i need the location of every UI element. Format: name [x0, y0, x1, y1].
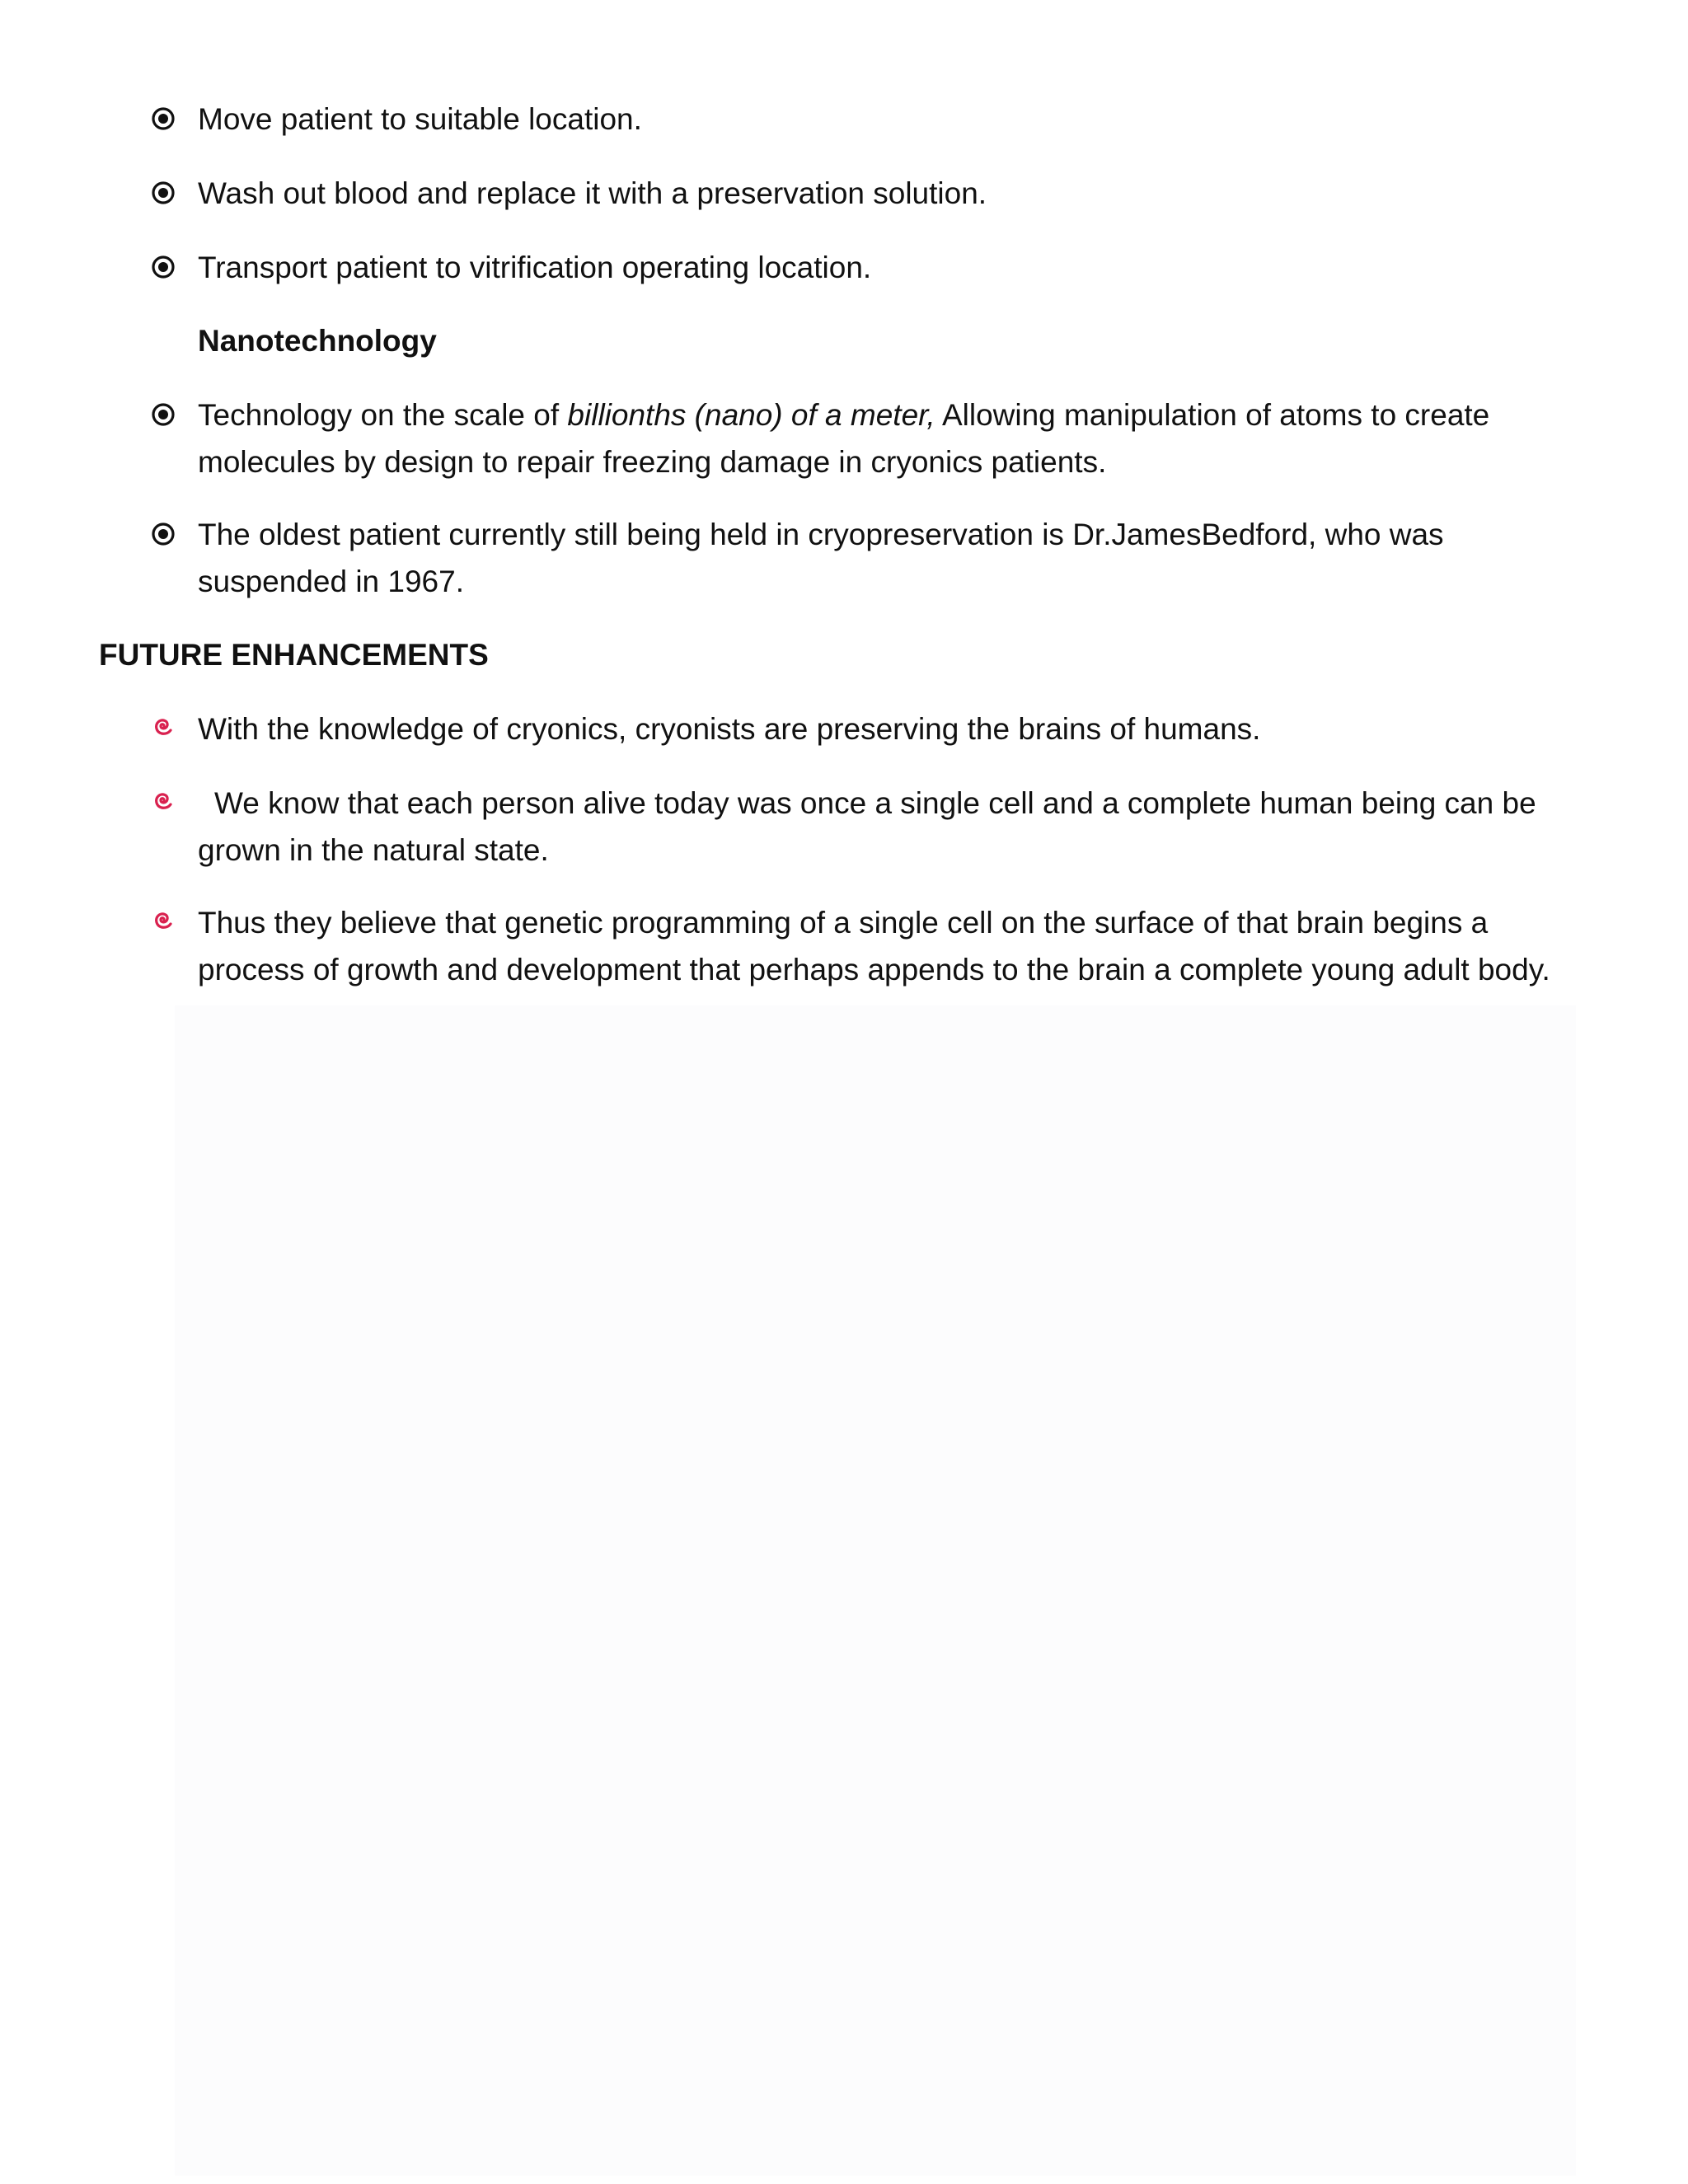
list-item: We know that each person alive today was once a single cell and a complete human being can be grown in the natural state.: [198, 786, 1536, 867]
page-shade: [175, 1005, 1576, 2176]
item-text: Technology on the scale of: [198, 398, 568, 432]
list-item: The oldest patient currently still being held in cryopreservation is Dr.JamesBedford, who was suspended in 1967.: [198, 518, 1444, 598]
swirl-icon: [150, 907, 176, 933]
section-heading-nanotechnology: Nanotechnology: [198, 324, 437, 358]
item-italic-text: billionths (nano) of a meter,: [567, 398, 935, 432]
circle-dot-icon: [150, 180, 176, 206]
list-item: Wash out blood and replace it with a preservation solution.: [198, 176, 987, 210]
list-item: With the knowledge of cryonics, cryonists are preserving the brains of humans.: [198, 712, 1261, 746]
circle-dot-icon: [150, 254, 176, 280]
swirl-icon: [150, 787, 176, 813]
circle-dot-icon: [150, 401, 176, 428]
circle-dot-icon: [150, 105, 176, 132]
swirl-icon: [150, 713, 176, 739]
list-item: Move patient to suitable location.: [198, 102, 642, 136]
list-item: [198, 391, 1599, 485]
list-item: Transport patient to vitrification operating location.: [198, 251, 872, 284]
circle-dot-icon: [150, 521, 176, 547]
list-item: Thus they believe that genetic programming of a single cell on the surface of that brain begins a process of growth and development that perhaps appends to the brain a complete young adult body.: [198, 906, 1550, 987]
section-heading-future-enhancements: FUTURE ENHANCEMENTS: [99, 638, 489, 672]
item-text: Allowing manipulation of atoms to create molecules by design to repair freezing damage in cryonics patients.: [198, 398, 1490, 479]
